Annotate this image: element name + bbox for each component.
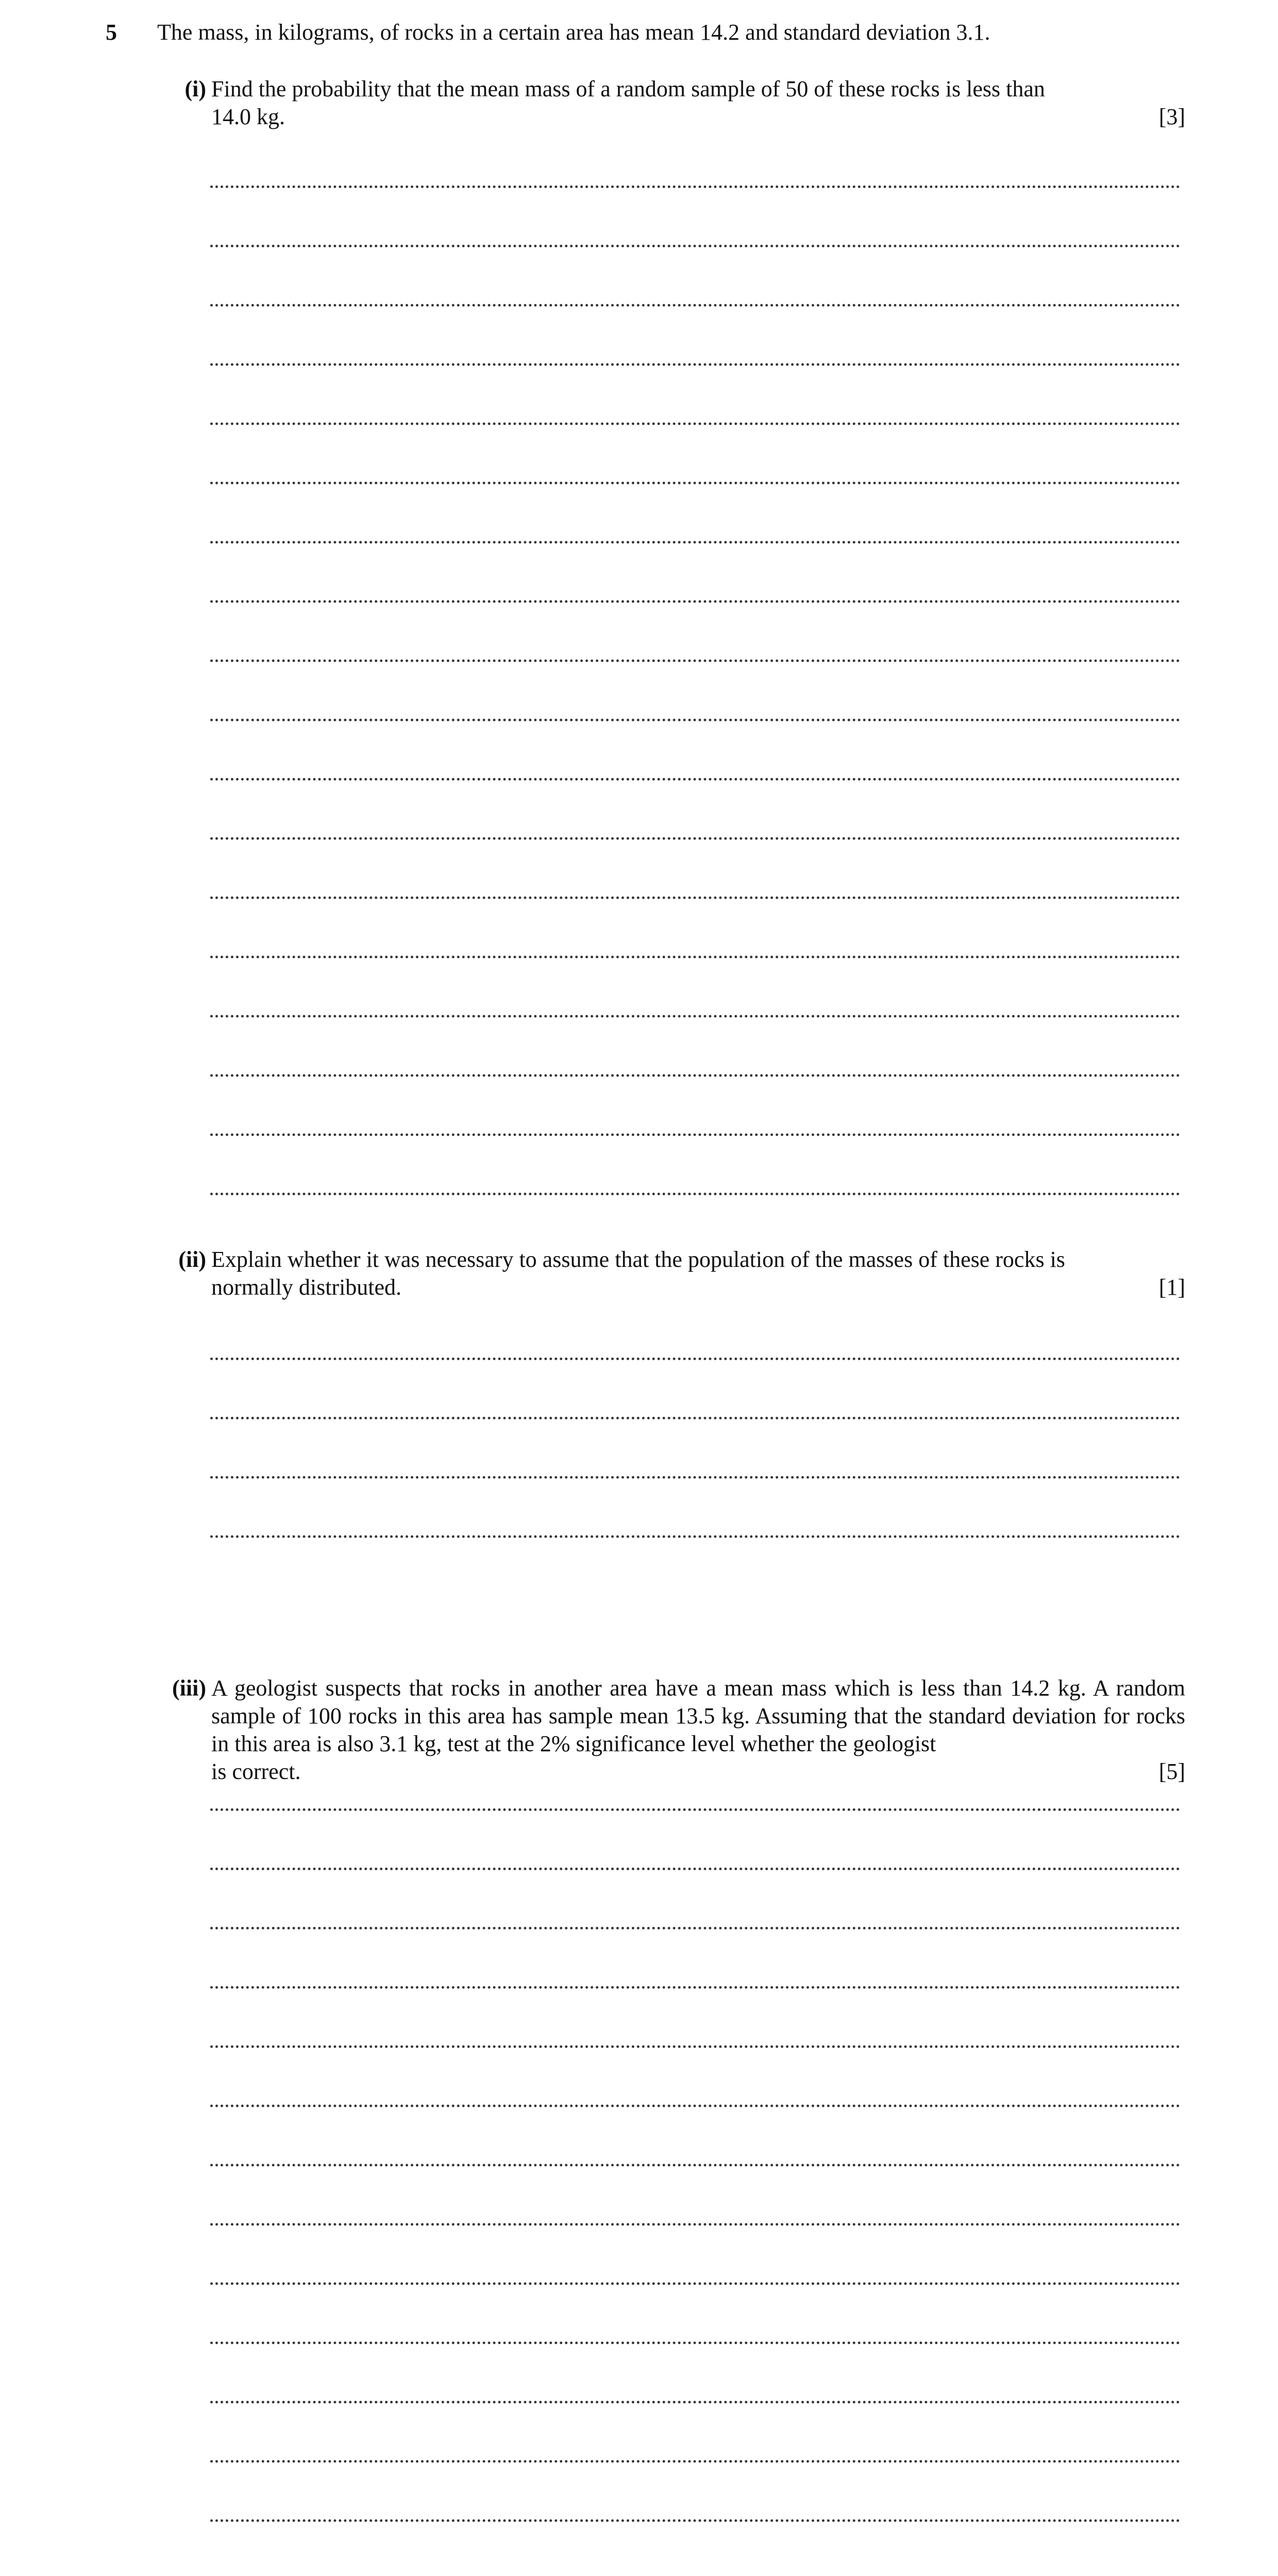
part-text-line: Find the probability that the mean mass of a random sample of 50 of these rocks is less than	[211, 76, 1045, 101]
answer-line[interactable]	[210, 1301, 1180, 1360]
part-text-last-row	[211, 1274, 1185, 1301]
answer-line[interactable]	[210, 1077, 1180, 1136]
answer-line[interactable]	[210, 1929, 1180, 1989]
part-label: (ii)	[178, 1247, 206, 1272]
part-text	[211, 75, 1185, 131]
answer-line[interactable]	[210, 2226, 1180, 2285]
marks-indicator: [1]	[1158, 1275, 1185, 1300]
part-text-line: Explain whether it was necessary to assume that the population of the masses of these rocks is	[211, 1247, 1065, 1272]
part-i	[155, 75, 1185, 131]
question-stem: The mass, in kilograms, of rocks in a certain area has mean 14.2 and standard deviation 3.1.	[157, 20, 990, 45]
answer-line[interactable]	[210, 662, 1180, 721]
part-ii	[155, 1246, 1185, 1301]
answer-line[interactable]	[210, 129, 1180, 188]
part-text-last: is correct.	[211, 1759, 301, 1784]
answer-line[interactable]	[210, 603, 1180, 662]
part-label: (iii)	[172, 1675, 206, 1701]
answer-line[interactable]	[210, 2344, 1180, 2403]
answer-line[interactable]	[210, 899, 1180, 958]
answer-line[interactable]	[210, 1360, 1180, 1419]
answer-line[interactable]	[210, 1752, 1180, 1811]
part-text-line: A geologist suspects that rocks in another area have a mean mass which is less than 14.2 kg. A random sample of 100 rocks in this area has sample mean 13.5 kg. Assuming that the standard deviation for rocks in this area is also 3.1 kg, test at the 2% significance level whether the geologist	[211, 1675, 1185, 1756]
answer-line[interactable]	[210, 544, 1180, 603]
answer-line[interactable]	[210, 1989, 1180, 2048]
answer-line[interactable]	[210, 721, 1180, 781]
answer-line[interactable]	[210, 781, 1180, 840]
answer-lines-i[interactable]	[210, 129, 1180, 1195]
answer-line[interactable]	[210, 2285, 1180, 2344]
answer-line[interactable]	[210, 2463, 1180, 2522]
part-text-last: 14.0 kg.	[211, 104, 285, 129]
answer-line[interactable]	[210, 307, 1180, 366]
part-text-last-row	[211, 103, 1185, 131]
answer-line[interactable]	[210, 366, 1180, 425]
answer-line[interactable]	[210, 1136, 1180, 1195]
answer-line[interactable]	[210, 958, 1180, 1018]
answer-line[interactable]	[210, 188, 1180, 247]
answer-line[interactable]	[210, 247, 1180, 307]
part-text	[211, 1246, 1185, 1301]
answer-line[interactable]	[210, 2048, 1180, 2107]
part-label: (i)	[184, 76, 206, 101]
answer-line[interactable]	[210, 2107, 1180, 2166]
answer-line[interactable]	[210, 1870, 1180, 1929]
answer-line[interactable]	[210, 2403, 1180, 2463]
question-number: 5	[106, 20, 117, 45]
answer-line[interactable]	[210, 1479, 1180, 1538]
answer-line[interactable]	[210, 840, 1180, 899]
answer-line[interactable]	[210, 1419, 1180, 1479]
answer-line[interactable]	[210, 2166, 1180, 2226]
answer-line[interactable]	[210, 2522, 1180, 2576]
answer-line[interactable]	[210, 425, 1180, 484]
answer-line[interactable]	[210, 1018, 1180, 1077]
marks-indicator: [5]	[1158, 1759, 1185, 1784]
part-text-last: normally distributed.	[211, 1275, 402, 1300]
answer-line[interactable]	[210, 484, 1180, 544]
marks-indicator: [3]	[1158, 104, 1185, 129]
answer-lines-iii[interactable]	[210, 1752, 1180, 2576]
answer-lines-ii[interactable]	[210, 1301, 1180, 1538]
answer-line[interactable]	[210, 1811, 1180, 1870]
